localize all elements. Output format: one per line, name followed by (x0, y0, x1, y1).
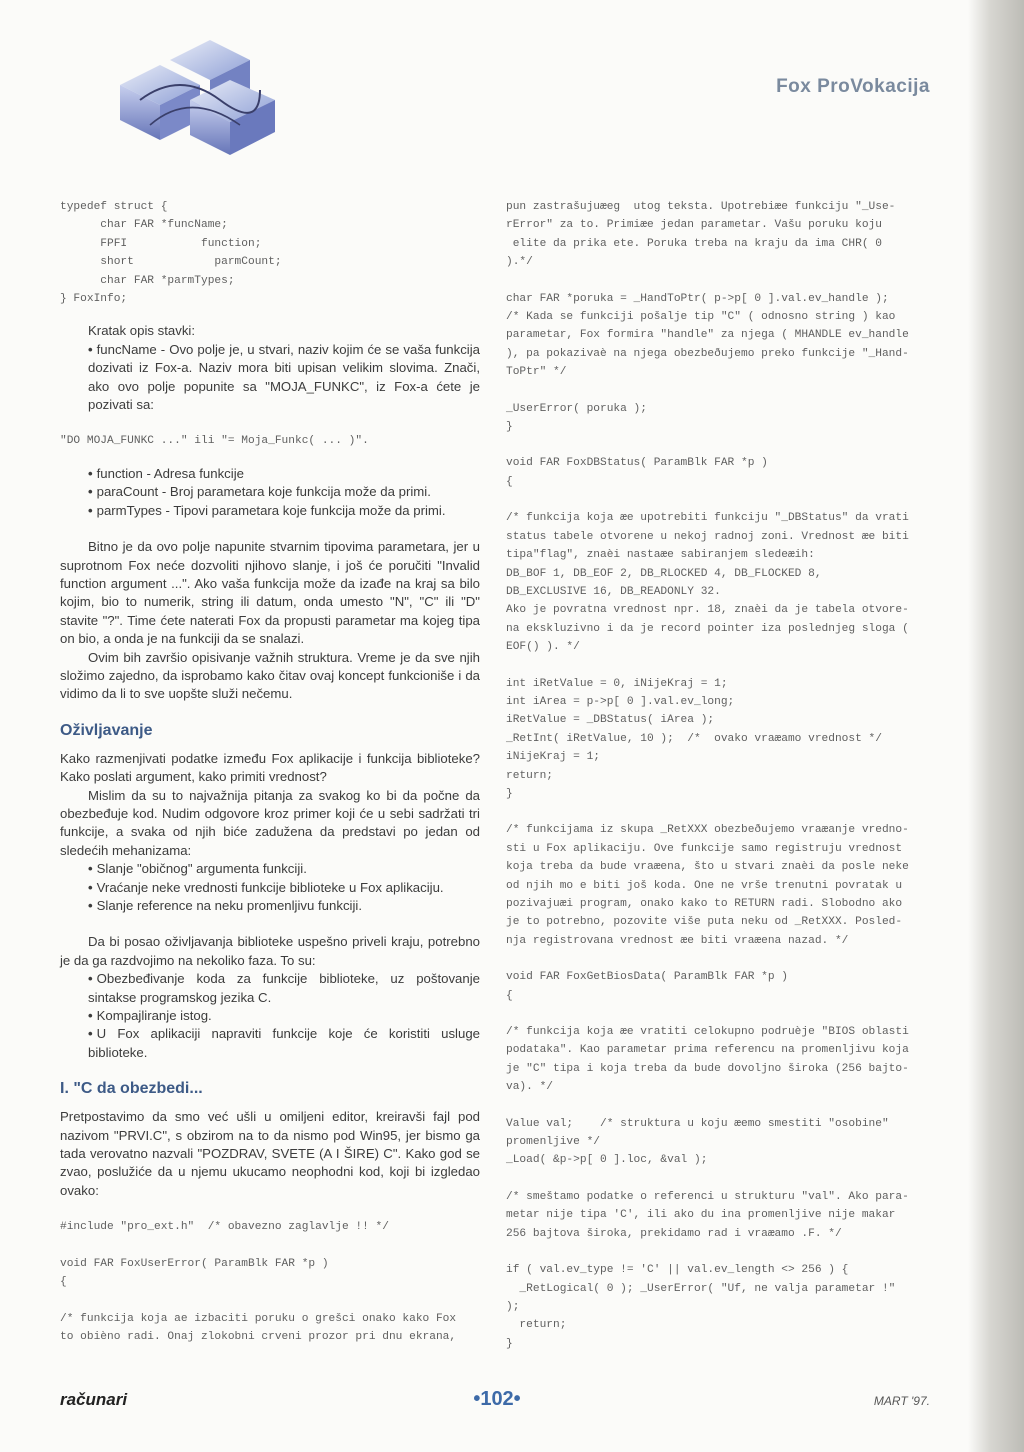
code-usererror: void FAR FoxUserError( ParamBlk FAR *p ) { (60, 1257, 329, 1289)
code-r8: void FAR FoxGetBiosData( ParamBlk FAR *p ) { (506, 971, 788, 1002)
section-header-title: Fox ProVokacija (776, 76, 930, 97)
code-comment-1: /* funkcija koja ae izbaciti poruku o grešci onako kako Fox to obièno radi. Onaj zlokobni crveni prozor pri dnu ekrana, (60, 1312, 457, 1343)
cubes-logo-illustration (100, 30, 290, 165)
code-struct: typedef struct { char FAR *funcName; FPFI function; short parmCount; char FAR *parmTypes; } FoxInfo; (60, 201, 282, 306)
code-r7: /* funkcijama iz skupa _RetXXX obezbeðujemo vraæanje vredno- sti u Fox aplikaciju. Ove funkcije samo registruju vrednost koja treba da bude vraæena, što u stvari znaèi da posle neke od njih mo e biti još koda. One ne vrše trenutni povratak u pozivajuæi program, onako kako to RETURN radi. Slobodno ako je to potrebno, pozovite više puta neku od _RetXXX. Posled- nja registrovana vrednost æe biti vraæena nazad. */ (506, 824, 909, 947)
bullet-function-text: function - Adresa funkcije (96, 465, 244, 481)
bullet-vracanje: • Vraćanje neke vrednosti funkcije biblioteke u Fox aplikaciju. (88, 879, 444, 895)
page-edge-shadow (968, 0, 1024, 1452)
footer-magazine-name: računari (60, 1390, 128, 1409)
bullet-ufox: • U Fox aplikaciji napraviti funkcije koje će koristiti usluge biblioteke. (88, 1026, 480, 1060)
bullet-kompajliranje: • Kompajliranje istog. (88, 1008, 212, 1024)
left-column (60, 198, 480, 1346)
bullet-ufox-text: U Fox aplikaciji napraviti funkcije koje će koristiti usluge biblioteke. (88, 1026, 480, 1060)
paragraph-kako: Kako razmenjivati podatke između Fox aplikacije i funkcija biblioteke? Kako poslati argument, kako primiti vrednost? (60, 750, 480, 785)
code-r10: Value val; /* struktura u koju æemo smestiti "osobine" promenljive */ _Load( &p->p[ 0 ].loc, &val ); (506, 1117, 889, 1167)
bullet-paracount: • paraCount - Broj parametara koje funkcija može da primi. (88, 484, 431, 500)
code-r2: char FAR *poruka = _HandToPtr( p->p[ 0 ].val.ev_handle ); /* Kada se funkciji pošalje tip "C" ( odnosno string ) kao parametar, Fox formira "handle" za njega ( MHANDLE ev_handle ), pa pokazivaè na njega obezbeðujemo preko funkcije "_Hand- ToPtr" */ (506, 292, 909, 379)
bullet-function: • function - Adresa funkcije (88, 465, 244, 481)
paragraph-dabi: Da bi posao oživljavanja biblioteke uspešno priveli kraju, potrebno je da ga razdvojimo na nekoliko faza. To su: (60, 934, 480, 968)
bullet-parmtypes-text: parmTypes - Tipovi parametara koje funkcija može da primi. (96, 502, 446, 518)
bullet-kompajliranje-text: Kompajliranje istog. (96, 1008, 212, 1024)
code-r11: /* smeštamo podatke o referenci u strukturu "val". Ako para- metar nije tipa 'C', ili ako du ina promenljive nije makar 256 bajtova široka, prekidamo rad i vraæamo .F. */ (506, 1190, 909, 1240)
bullet-vracanje-text: Vraćanje neke vrednosti funkcije biblioteke u Fox aplikaciju. (96, 879, 444, 895)
bullet-obezbedjivanje-text: Obezbeđivanje koda za funkcije biblioteke, uz poštovanje sintakse programskog jezika C. (88, 971, 480, 1005)
bullet-slanje-text: Slanje "običnog" argumenta funkciji. (96, 861, 307, 877)
bullet-funcname-text: funcName - Ovo polje je, u stvari, naziv kojim će se vaša funkcija dozivati iz Fox-a. Naziv mora biti upisan velikim slovima. Znači, ako ovo polje popunite sa "MOJA_FUNKC", iz Fox-a ćete je pozivati sa: (88, 341, 480, 413)
bullet-reference-text: Slanje reference na neku promenljivu funkciji. (96, 898, 362, 913)
code-r6: int iRetValue = 0, iNijeKraj = 1; int iArea = p->p[ 0 ].val.ev_long; iRetValue = _DBStatus( iArea ); _RetInt( iRetValue, 10 ); /* ovako vraæamo vrednost */ iNijeKraj = 1; return; } (506, 677, 882, 800)
code-r5: /* funkcija koja æe upotrebiti funkciju "_DBStatus" da vrati status tabele otvorene u nekoj radnoj zoni. Vrednost æe biti tipa"flag", znaèi nastaæe sabiranjem sledeæih: DB_BOF 1, DB_EOF 2, DB_RLOCKED 4, DB_FLOCKED 8, DB_EXCLUSIVE 16, DB_READONLY 32. Ako je povratna vrednost npr. 18, znaèi da je tabela otvore- na ekskluzivno i da je record pointer iza poslednjeg sloga ( EOF() ). */ (506, 512, 909, 654)
paragraph-mislim: Mislim da su to najvažnija pitanja za svakog ko bi da počne da obezbeđuje kod. Nudim odgovore kroz primer koji će u sebi sadržati tri funkcije, a svaka od njih biće zadužena da predstavi po jedan od sledećih mehanizama: (60, 787, 480, 858)
heading-c-da-obezbedi: I. "C da obezbedi... (60, 1080, 203, 1098)
bullet-obezbedjivanje: • Obezbeđivanje koda za funkcije biblioteke, uz poštovanje sintakse programskog jezika C. (88, 971, 480, 1005)
paragraph-pretpostavimo: Pretpostavimo da smo već ušli u omiljeni editor, kreiravši fajl pod nazivom "PRVI.C", s obzirom na to da nismo pod Win95, jer bismo ga tada verovatno nazvali "POZDRAV, SVETE (A I ŠIRE) C". Kako god se zvao, poslužiće da u njemu ukucamo neophodni kod, koji bi izgledao ovako: (60, 1109, 480, 1198)
paragraph-bitno: Bitno je da ovo polje napunite stvarnim tipovima parametara, jer u suprotnom Fox neće dozvoliti njihovo slanje, i još će poručiti "Invalid function argument ...". Ako vaša funkcija može da izađe na kraj sa bilo kojim, bio to numerik, string ili datum, onda umesto "N", "C" ili "D" stavite "?". Time ćete naterati Fox da propusti parametar ma kojeg tipa on bio, a onda je na funkciji da se snalazi. (60, 539, 480, 647)
bullet-slanje: • Slanje "običnog" argumenta funkciji. (88, 861, 307, 877)
footer-page-number: •102• (473, 1388, 521, 1410)
code-call: "DO MOJA_FUNKC ..." ili "= Moja_Funkc( ... )". (60, 435, 369, 448)
paragraph-kratak: Kratak opis stavki: (88, 323, 196, 339)
footer-issue-date: MART '97. (873, 1394, 930, 1408)
code-include: #include "pro_ext.h" /* obavezno zaglavlje !! */ (60, 1221, 389, 1234)
code-r12: if ( val.ev_type != 'C' || val.ev_length <> 256 ) { _RetLogical( 0 ); _UserError( "Uf, ne valja parametar !" ); return; } (506, 1264, 896, 1350)
bullet-reference: • Slanje reference na neku promenljivu funkciji. (88, 898, 362, 913)
paragraph-ovim: Ovim bih završio opisivanje važnih struktura. Vreme je da sve njih složimo zajedno, da isprobamo kako čitav ovaj koncept funkcioniše i da vidimo da li to sve uopšte služi nečemu. (60, 649, 480, 702)
bullet-paracount-text: paraCount - Broj parametara koje funkcija može da primi. (96, 484, 431, 500)
code-r3: _UserError( poruka ); } (506, 402, 647, 434)
code-r9: /* funkcija koja æe vratiti celokupno podruèje "BIOS oblasti podataka". Kao parametar prima referencu na promenljivu koja je "C" tipa i koja treba da bude dovoljno široka (256 bajto- va). */ (506, 1026, 909, 1094)
code-r1: pun zastrašujuæeg utog teksta. Upotrebiæe funkciju "_Use- rError" za to. Primiæe jedan parametar. Vašu poruku koju elite da prika ete. Poruka treba na kraju da ima CHR( 0 ).*/ (506, 201, 896, 269)
bullet-parmtypes: • parmTypes - Tipovi parametara koje funkcija može da primi. (88, 502, 446, 518)
right-column (506, 198, 924, 1353)
code-r4: void FAR FoxDBStatus( ParamBlk FAR *p ) { (506, 457, 768, 488)
heading-ozivljavanje: Oživljavanje (60, 721, 153, 739)
bullet-funcname: • funcName - Ovo polje je, u stvari, naziv kojim će se vaša funkcija dozivati iz Fox-a. Naziv mora biti upisan velikim slovima. Znači, ako ovo polje popunite sa "MOJA_FUNKC", iz Fox-a ćete je pozivati sa: (88, 341, 480, 413)
